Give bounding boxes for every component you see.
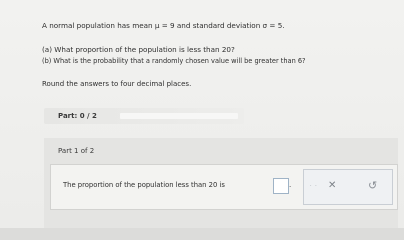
question-period: . (289, 181, 292, 189)
problem-part-a: (a) What proportion of the population is less than 20? (42, 45, 235, 54)
answer-input[interactable] (273, 178, 292, 194)
part-heading: Part 1 of 2 (58, 147, 95, 155)
rounding-instruction: Round the answers to four decimal places. (42, 80, 192, 88)
question-text: The proportion of the population less than 20 is (63, 181, 225, 189)
problem-intro: A normal population has mean μ = 9 and standard deviation σ = 5. (42, 21, 285, 30)
part-progress-bar (44, 108, 244, 124)
part-progress-label: Part: 0 / 2 (58, 112, 97, 120)
problem-part-b: (b) What is the probability that a randomly chosen value will be greater than 6? (42, 57, 306, 65)
answer-area (50, 164, 398, 210)
undo-icon[interactable]: ↺ (368, 179, 378, 192)
part-panel (44, 138, 398, 228)
tools-dots: · · (310, 183, 318, 189)
close-icon[interactable]: ✕ (328, 180, 337, 191)
progress-track (120, 113, 238, 119)
answer-tools (303, 169, 393, 205)
